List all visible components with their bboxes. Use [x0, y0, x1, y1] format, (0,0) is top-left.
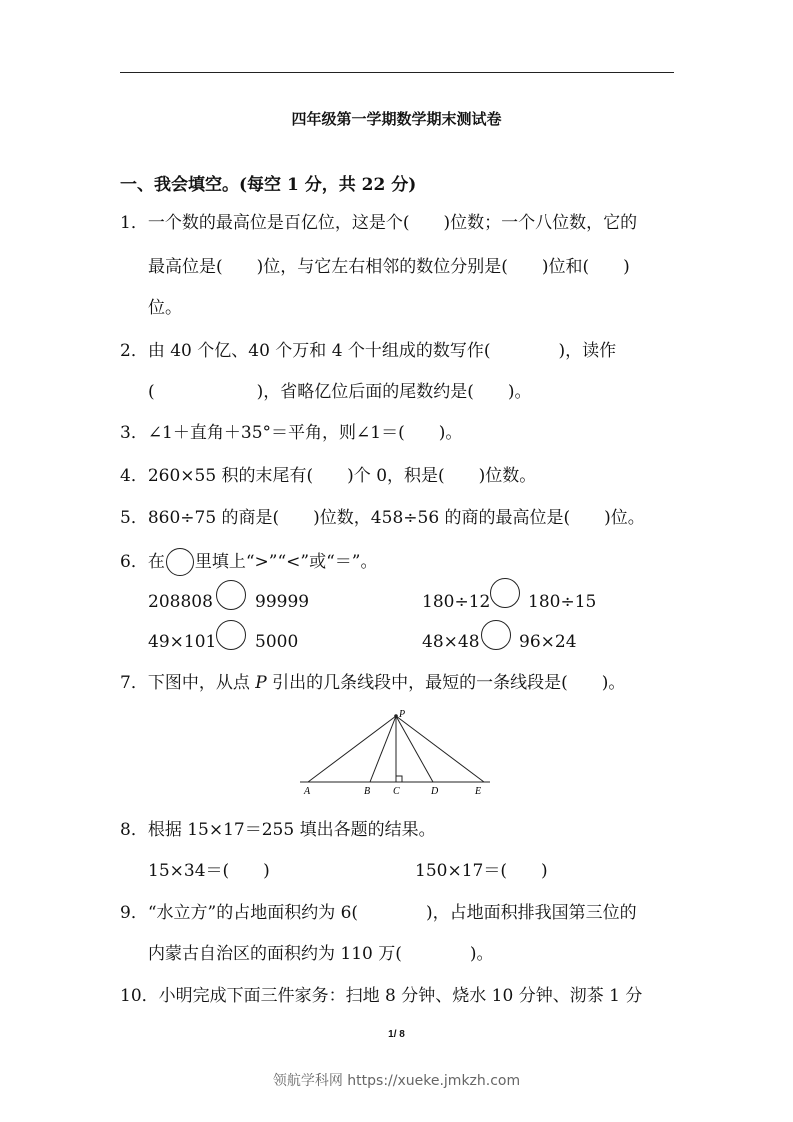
compare-1-right: 99999 [255, 592, 310, 612]
page-number: 1/ 8 [388, 1029, 405, 1040]
question-2-line-2: ( )，省略亿位后面的尾数约是( )。 [148, 382, 532, 402]
question-3: 3．∠1＋直角＋35°＝平角，则∠1＝( )。 [120, 423, 463, 443]
question-9-line-1: 9．“水立方”的占地面积约为 6( )，占地面积排我国第三位的 [120, 903, 637, 923]
label-c: C [393, 786, 400, 796]
label-a: A [304, 786, 311, 796]
question-7-pre: 7．下图中，从点 [120, 673, 256, 693]
label-b: B [364, 786, 371, 796]
question-6-pre: 6．在 [120, 552, 165, 572]
question-9-line-2: 内蒙古自治区的面积约为 110 万( )。 [148, 944, 494, 964]
section-heading: 一、我会填空。(每空 1 分，共 22 分) [120, 175, 417, 195]
question-2-line-1: 2．由 40 个亿、40 个万和 4 个十组成的数写作( )，读作 [120, 341, 617, 361]
right-angle-mark [396, 776, 402, 782]
label-d: D [431, 786, 439, 796]
question-8-item-2: 150×17＝( ) [415, 861, 548, 881]
label-e: E [475, 786, 482, 796]
question-8-item-1: 15×34＝( ) [148, 861, 270, 881]
segment-pd [396, 716, 433, 782]
question-7 [120, 668, 625, 693]
question-6 [120, 547, 377, 576]
question-10: 10．小明完成下面三件家务：扫地 8 分钟、烧水 10 分钟、沏茶 1 分 [120, 986, 643, 1006]
compare-3-circle[interactable] [216, 620, 246, 650]
compare-3-left: 49×101 [148, 632, 217, 652]
question-1-line-3: 位。 [148, 298, 182, 318]
compare-4-left: 48×48 [422, 632, 480, 652]
footer-watermark: 领航学科网 https://xueke.jmkzh.com [272, 1073, 521, 1089]
page-title: 四年级第一学期数学期末测试卷 [291, 110, 502, 128]
compare-2-right: 180÷15 [528, 592, 597, 612]
question-7-point: P [255, 673, 267, 693]
question-1-line-2: 最高位是( )位，与它左右相邻的数位分别是( )位和( ) [148, 257, 630, 277]
question-6-post: 里填上“>”“<”或“＝”。 [194, 552, 378, 572]
question-5: 5．860÷75 的商是( )位数，458÷56 的商的最高位是( )位。 [120, 508, 645, 528]
question-4: 4．260×55 积的末尾有( )个 0，积是( )位数。 [120, 466, 537, 486]
segment-pe [396, 716, 484, 782]
compare-3-right: 5000 [255, 632, 299, 652]
compare-4-circle[interactable] [481, 620, 511, 650]
compare-4-right: 96×24 [519, 632, 577, 652]
compare-2-left: 180÷12 [422, 592, 491, 612]
circle-icon [166, 548, 194, 576]
geometry-figure [300, 706, 500, 796]
compare-2-circle[interactable] [490, 578, 520, 608]
question-1-line-1: 1．一个数的最高位是百亿位，这是个( )位数；一个八位数，它的 [120, 213, 638, 233]
compare-1-circle[interactable] [216, 580, 246, 610]
header-rule [120, 72, 674, 73]
compare-1-left: 208808 [148, 592, 213, 612]
label-p: P [399, 709, 406, 720]
point-p-dot [394, 714, 398, 718]
question-7-post: 引出的几条线段中，最短的一条线段是( )。 [266, 673, 626, 693]
question-8: 8．根据 15×17＝255 填出各题的结果。 [120, 820, 436, 840]
